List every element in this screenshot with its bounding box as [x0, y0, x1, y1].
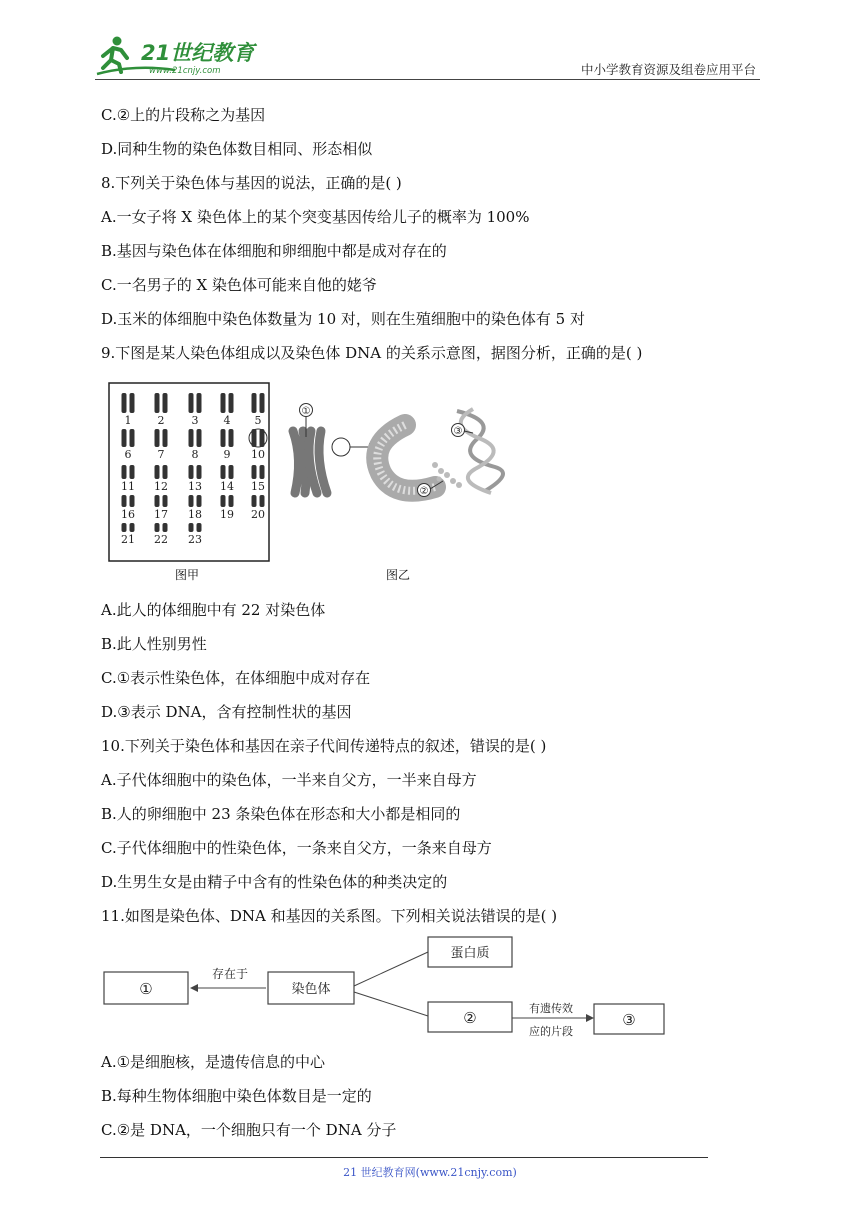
- chromosome-pair: [252, 465, 265, 479]
- caption-figure-b: 图乙: [385, 568, 411, 582]
- karyotype-number: 3: [191, 414, 199, 427]
- footer-text: 21 世纪教育网(www.21cnjy.com): [343, 1166, 517, 1179]
- chromosome-pair: [155, 465, 168, 479]
- option-8b: B.基因与染色体在体细胞和卵细胞中都是成对存在的: [101, 242, 447, 260]
- caption-figure-a: 图甲: [174, 568, 200, 582]
- coiled-chromatin: [377, 425, 435, 491]
- option-9a: A.此人的体细胞中有 22 对染色体: [101, 601, 326, 619]
- karyotype-number: 19: [220, 508, 234, 521]
- chromosome-pair: [122, 523, 135, 532]
- marker-3: ③: [453, 426, 463, 437]
- dna-helix: [457, 409, 503, 493]
- option-11c: C.②是 DNA，一个细胞只有一个 DNA 分子: [101, 1121, 397, 1139]
- option-10d: D.生男生女是由精子中含有的性染色体的种类决定的: [101, 873, 448, 891]
- chromosome-pair: [252, 495, 265, 507]
- option-9c: C.①表示性染色体，在体细胞中成对存在: [101, 669, 371, 687]
- option-9d: D.③表示 DNA，含有控制性状的基因: [101, 703, 352, 721]
- chromosome-pair: [189, 429, 202, 447]
- chromosome-pair: [155, 495, 168, 507]
- chromosome-pair: [221, 465, 234, 479]
- karyotype-number: 9: [223, 448, 231, 461]
- option-8d: D.玉米的体细胞中染色体数量为 10 对，则在生殖细胞中的染色体有 5 对: [101, 310, 585, 328]
- chromosome-pair: [122, 465, 135, 479]
- karyotype-number: 14: [220, 480, 234, 493]
- karyotype-number: 10: [251, 448, 265, 461]
- logo-text: 21世纪教育: [141, 41, 255, 65]
- karyotype-number: 6: [124, 448, 132, 461]
- karyotype-number: 23: [188, 533, 202, 546]
- logo-21cnjy: [95, 34, 270, 76]
- header-divider: [95, 79, 760, 80]
- label-gene-segment-1: 有遗传效: [529, 1002, 573, 1015]
- chromosome-pair: [221, 393, 234, 413]
- karyotype-number: 5: [254, 414, 262, 427]
- chromosome-pair: [221, 429, 234, 447]
- chromosome-pair: [252, 393, 265, 413]
- option-7d: D.同种生物的染色体数目相同、形态相似: [101, 140, 373, 158]
- svg-text:染色体: 染色体: [291, 982, 331, 997]
- chromosome-pair: [189, 523, 202, 532]
- chromosome-pair: [252, 429, 265, 447]
- relationship-diagram: [100, 934, 670, 1042]
- chromosome-pair: [155, 429, 168, 447]
- chromosome-pair: [189, 495, 202, 507]
- karyotype-number: 1: [124, 414, 132, 427]
- karyotype-number: 12: [154, 480, 168, 493]
- footer-divider: [100, 1157, 708, 1158]
- option-11b: B.每种生物体细胞中染色体数目是一定的: [101, 1087, 372, 1105]
- karyotype-number: 17: [154, 508, 168, 521]
- karyotype-number: 4: [223, 414, 231, 427]
- question-8: 8.下列关于染色体与基因的说法，正确的是( ): [101, 174, 402, 192]
- karyotype-number: 2: [157, 414, 165, 427]
- karyotype-number: 7: [157, 448, 165, 461]
- option-10a: A.子代体细胞中的染色体，一半来自父方，一半来自母方: [101, 771, 477, 789]
- chromosome-x-shape: [293, 431, 327, 493]
- option-7c: C.②上的片段称之为基因: [101, 106, 266, 124]
- question-10: 10.下列关于染色体和基因在亲子代间传递特点的叙述，错误的是( ): [101, 737, 547, 755]
- svg-text:②: ②: [463, 1009, 477, 1027]
- chromosome-pair: [122, 393, 135, 413]
- option-8a: A.一女子将 X 染色体上的某个突变基因传给儿子的概率为 100%: [101, 208, 530, 226]
- chromosome-pair: [189, 393, 202, 413]
- option-9b: B.此人性别男性: [101, 635, 207, 653]
- option-11a: A.①是细胞核，是遗传信息的中心: [101, 1053, 326, 1071]
- karyotype-number: 8: [191, 448, 199, 461]
- marker-2: ②: [419, 486, 429, 497]
- karyotype-grid: [121, 393, 267, 546]
- svg-text:蛋白质: 蛋白质: [450, 946, 490, 961]
- chromosome-pair: [155, 393, 168, 413]
- chromosome-pair: [189, 465, 202, 479]
- karyotype-number: 22: [154, 533, 168, 546]
- svg-text:①: ①: [139, 980, 153, 998]
- label-gene-segment-2: 应的片段: [529, 1025, 573, 1038]
- option-10b: B.人的卵细胞中 23 条染色体在形态和大小都是相同的: [101, 805, 461, 823]
- karyotype-number: 13: [188, 480, 202, 493]
- option-10c: C.子代体细胞中的性染色体，一条来自父方，一条来自母方: [101, 839, 492, 857]
- karyotype-number: 16: [121, 508, 135, 521]
- question-9: 9.下图是某人染色体组成以及染色体 DNA 的关系示意图，据图分析，正确的是( ): [101, 344, 643, 362]
- karyotype-number: 21: [121, 533, 135, 546]
- svg-text:③: ③: [622, 1011, 636, 1029]
- option-8c: C.一名男子的 X 染色体可能来自他的姥爷: [101, 276, 377, 294]
- logo-url: www.21cnjy.com: [149, 66, 221, 76]
- chromosome-pair: [122, 495, 135, 507]
- question-11: 11.如图是染色体、DNA 和基因的关系图。下列相关说法错误的是( ): [101, 907, 558, 925]
- karyotype-number: 15: [251, 480, 265, 493]
- chromosome-figure: [105, 381, 525, 586]
- chromosome-pair: [155, 523, 168, 532]
- marker-1: ①: [301, 406, 311, 417]
- page-header: [95, 30, 760, 80]
- karyotype-number: 18: [188, 508, 202, 521]
- label-exists-in: 存在于: [211, 967, 249, 981]
- karyotype-number: 20: [251, 508, 265, 521]
- chromosome-pair: [122, 429, 135, 447]
- platform-name: 中小学教育资源及组卷应用平台: [580, 62, 756, 77]
- karyotype-number: 11: [121, 480, 135, 493]
- chromosome-pair: [221, 495, 234, 507]
